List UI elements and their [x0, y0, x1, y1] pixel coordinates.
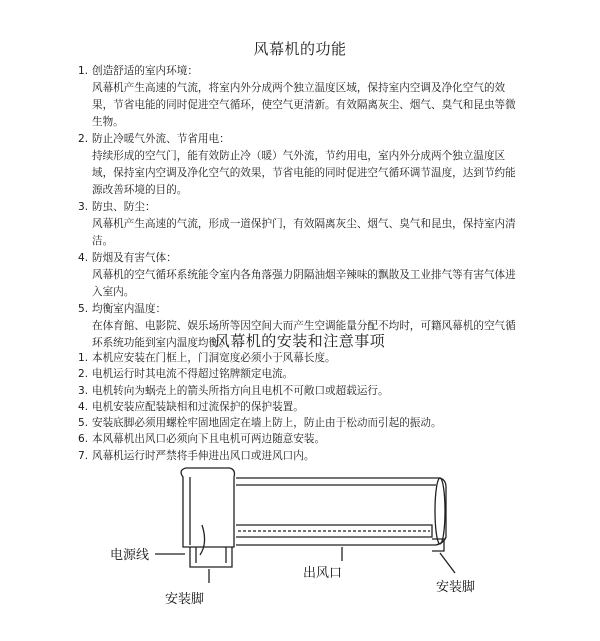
item-heading: 均衡室内温度：: [92, 303, 167, 315]
item-number: 5.: [78, 303, 89, 315]
power-cord: [200, 525, 205, 555]
air-curtain-diagram: [0, 455, 600, 641]
item-heading: 创造舒适的室内环境：: [92, 65, 198, 77]
label-foot-right: 安装脚: [436, 580, 476, 595]
item-number: 6.: [78, 433, 89, 446]
list-item: [78, 399, 520, 415]
item-number: 3.: [78, 201, 89, 213]
item-number: 5.: [78, 417, 89, 430]
motor-housing: [181, 468, 234, 547]
item-number: 4.: [78, 400, 89, 413]
installation-list: [78, 350, 520, 464]
item-number: 2.: [78, 133, 89, 145]
list-item: [78, 250, 520, 301]
section1-title: 风幕机的功能: [253, 40, 347, 58]
label-power-cord: 电源线: [110, 548, 150, 563]
item-heading: 防止冷暖气外流、节省用电：: [92, 133, 230, 145]
item-text: 风幕机运行时严禁将手伸进出风口或进风口内。: [92, 449, 315, 462]
body-end-cap: [435, 478, 445, 544]
item-text: 风幕机产生高速的气流，形成一道保护门，有效隔离灰尘、烟气、臭气和昆虫，保持室内清洁。: [92, 218, 516, 247]
function-list: [78, 63, 520, 352]
item-text: 电机安装应配装缺相和过流保护的保护装置。: [92, 400, 304, 413]
item-number: 3.: [78, 384, 89, 397]
air-curtain-drawing: [0, 455, 600, 641]
list-item: [78, 131, 520, 199]
list-item: [78, 350, 520, 366]
item-text: 电机转向为蜗壳上的箭头所指方向且电机不可敞口或超载运行。: [92, 384, 389, 397]
item-heading: 防烟及有害气体：: [92, 252, 177, 264]
list-item: [78, 63, 520, 131]
item-text: 持续形成的空气门，能有效防止冷（暖）气外流，节约用电，室内外分成两个独立温度区域，保持室内空调及净化空气的效果，节省电能的同时促进空气循环调节温度，达到节约能源改善环境的目的。: [92, 150, 516, 196]
item-number: 1.: [78, 65, 89, 77]
item-text: 在体育館、电影院、娱乐场所等因空间大而产生空调能量分配不均时，可籍风幕机的空气循环系统功能到室内温度均衡。: [92, 320, 516, 349]
item-text: 安装底脚必须用螺栓牢固地固定在墙上防上，防止由于松动而引起的振动。: [92, 417, 442, 430]
item-heading: 防虫、防尘：: [92, 201, 156, 213]
item-text: 风幕机产生高速的气流，将室内外分成两个独立温度区域，保持室内空调及净化空气的效果，节省电能的同时促进空气循环，使空气更清新。有效隔离灰尘、烟气、臭气和昆虫等微生物。: [92, 82, 516, 128]
item-text: 本风幕机出风口必须向下且电机可两边随意安装。: [92, 433, 326, 446]
list-item: [78, 415, 520, 431]
label-foot-left: 安装脚: [165, 592, 205, 607]
leader-foot-right: [440, 553, 455, 573]
item-text: 风幕机的空气循环系统能令室内各角落强力阴隔油烟辛辣味的飘散及工业排气等有害气体进入室内。: [92, 269, 516, 298]
item-number: 4.: [78, 252, 89, 264]
label-outlet: 出风口: [303, 566, 343, 581]
list-item: [78, 366, 520, 382]
item-number: 2.: [78, 368, 89, 381]
item-text: 电机运行时其电流不得超过铭牌额定电流。: [92, 368, 294, 381]
curtain-body: [236, 478, 446, 545]
item-number: 7.: [78, 449, 89, 462]
list-item: [78, 199, 520, 250]
item-text: 本机应安装在门框上，门洞宽度必须小于风幕长度。: [92, 352, 336, 364]
item-number: 1.: [78, 352, 89, 364]
list-item: [78, 431, 520, 447]
list-item: [78, 383, 520, 399]
section2-title: 风幕机的安装和注意事项: [214, 332, 386, 350]
